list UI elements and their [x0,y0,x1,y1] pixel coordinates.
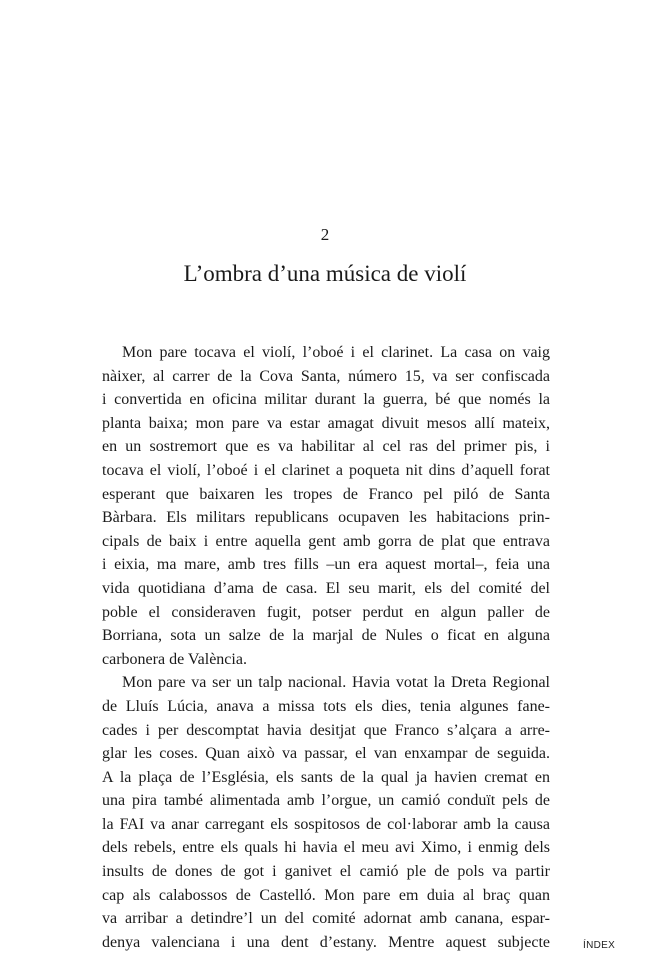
text-line: planta baixa; mon pare va estar amagat divuit mesos allí mateix, [102,414,550,432]
text-line: la FAI va anar carregant els sospitosos de col·laborar amb la causa [102,815,550,833]
text-line: en un sostremort que es va habilitar al cel ras del primer pis, i [102,438,550,456]
text-line: dels rebels, entre els quals hi havia el meu avi Ximo, i enmig dels [102,839,550,857]
text-line: carbonera de València. [102,650,247,668]
text-line: Mon pare tocava el violí, l’oboé i el clarinet. La casa on vaig [122,344,550,361]
text-line: i convertida en oficina militar durant la guerra, bé que només la [102,391,550,409]
text-line: va arribar a detindre’l un del comité adornat amb canana, espar- [102,910,550,928]
text-line: cipals de baix i entre aquella gent amb gorra de plat que entrava [102,532,550,550]
chapter-title: L’ombra d’una música de violí [183,261,467,286]
text-line: cap als calabossos de Castelló. Mon pare em duia al braç quan [102,886,550,904]
text-line: A la plaça de l’Església, els sants de la qual ja havien cremat en [102,768,550,786]
text-line: una pira també alimentada amb l’orgue, un camió conduït pels de [102,792,550,810]
index-link[interactable]: ÍNDEX [583,940,616,951]
text-line: denya valenciana i una dent d’estany. Mentre aquest subjecte [102,933,550,951]
chapter-number: 2 [320,225,330,244]
text-line: cades i per descomptat havia desitjat que Franco s’alçara a arre- [102,721,550,739]
body-text [102,341,550,954]
text-line: esperant que baixaren les tropes de Franco pel piló de Santa [102,485,550,503]
text-line: nàixer, al carrer de la Cova Santa, número 15, va ser confiscada [102,367,550,385]
text-line: Mon pare va ser un talp nacional. Havia votat la Dreta Regional [122,674,550,692]
text-line: Borriana, sota un salze de la marjal de Nules o ficat en alguna [102,627,550,645]
text-line: tocava el violí, l’oboé i el clarinet a poqueta nit dins d’aquell forat [102,461,550,479]
text-line: vida quotidiana d’ama de casa. El seu marit, els del comité del [102,579,550,597]
text-line: poble el consideraven fugit, potser perdut en algun paller de [102,603,550,621]
text-line: Bàrbara. Els militars republicans ocupaven les habitacions prin- [102,509,550,527]
text-line: glar les coses. Quan això va passar, el van enxampar de seguida. [102,745,550,763]
text-line: de Lluís Lúcia, anava a missa tots els dies, tenia algunes fane- [102,697,550,715]
text-line: i eixia, ma mare, amb tres fills –un era aquest mortal–, feia una [102,556,550,574]
text-line: insults de dones de got i ganivet el camió ple de pols va partir [102,863,550,881]
